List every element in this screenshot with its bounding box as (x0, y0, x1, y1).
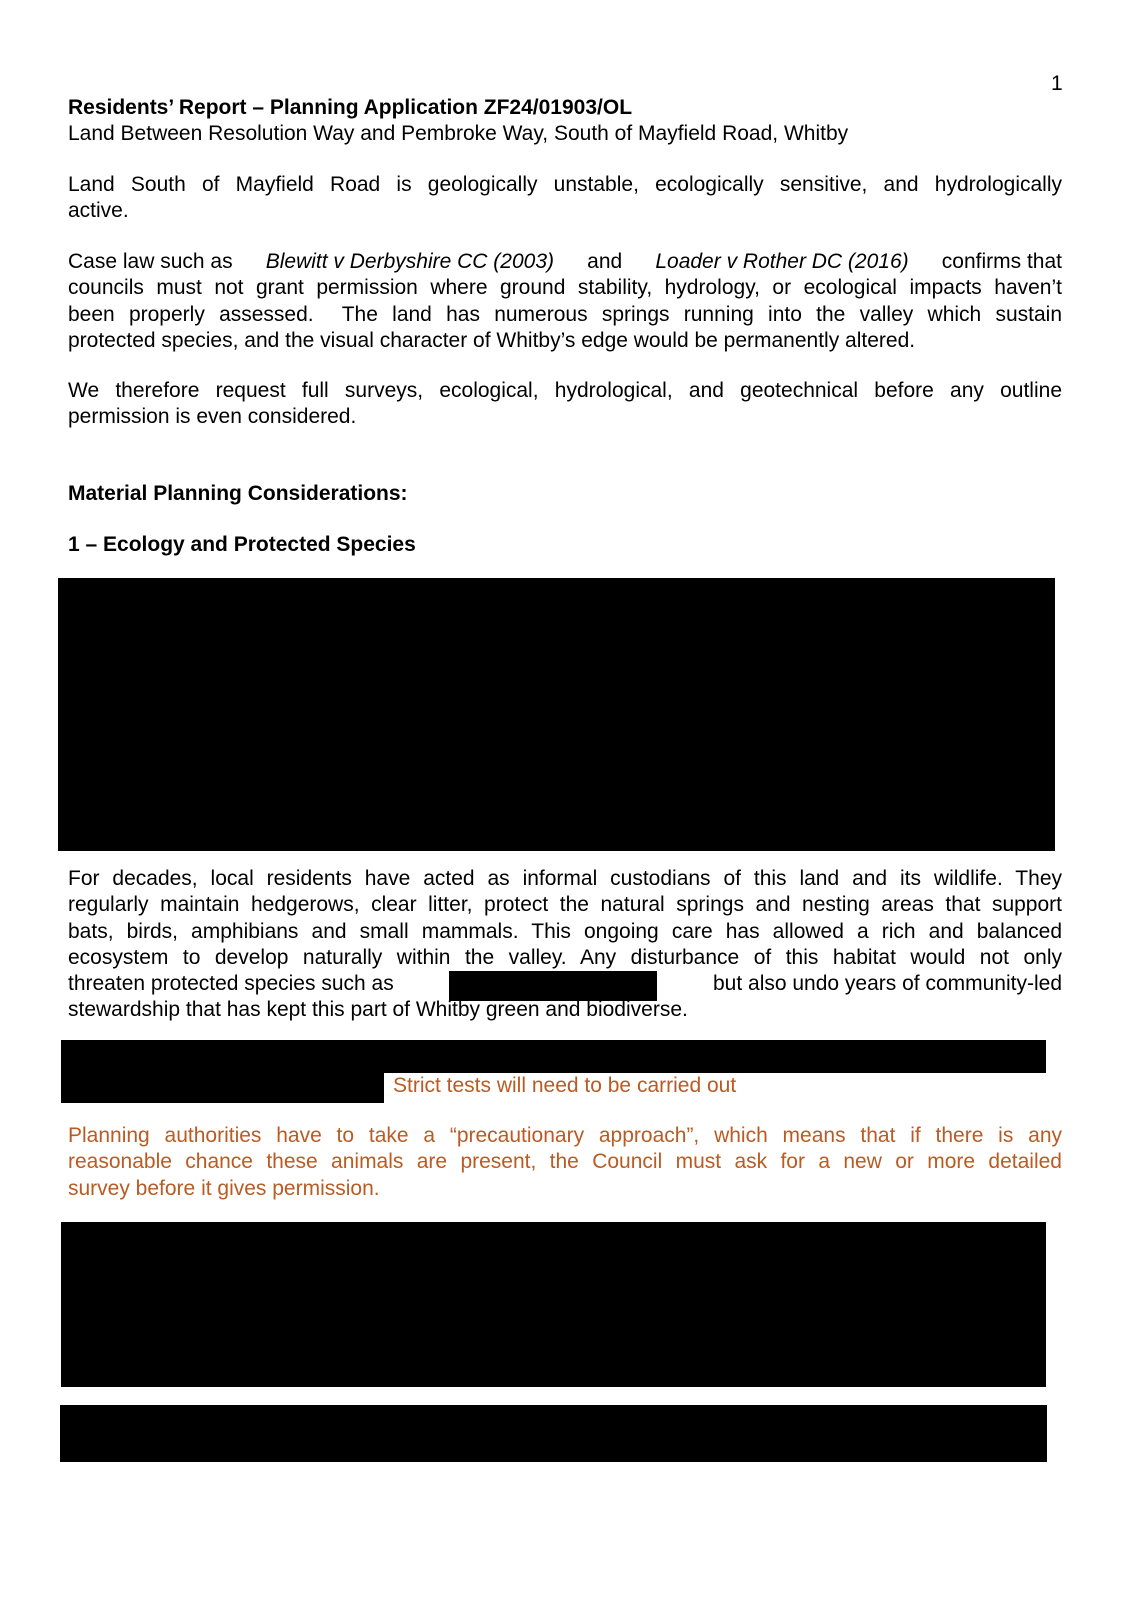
redaction-block (58, 578, 1055, 851)
text-segment: and (581, 250, 629, 273)
page-subtitle: Land Between Resolution Way and Pembroke Way, South of Mayfield Road, Whitby (68, 122, 849, 146)
considerations-heading: Material Planning Considerations: (68, 482, 408, 505)
custodians-paragraph (68, 866, 1062, 1024)
text-line: ecosystem to develop naturally within the valley. Any disturbance of this habitat would not only (68, 945, 1062, 969)
text-segment: threaten protected species such as (68, 972, 394, 996)
text-line: For decades, local residents have acted as informal custodians of this land and its wildlife. They (68, 867, 1062, 890)
text-line (68, 249, 1062, 275)
text-line: stewardship that has kept this part of Whitby green and biodiverse. (68, 998, 688, 1022)
text-line: We therefore request full surveys, ecological, hydrological, and geotechnical before any outline (68, 379, 1062, 402)
page-number: 1 (1051, 72, 1063, 95)
ecology-heading: 1 – Ecology and Protected Species (68, 533, 416, 556)
text-line: protected species, and the visual character of Whitby’s edge would be permanently altered. (68, 328, 916, 352)
strict-tests-text: Strict tests will need to be carried out (393, 1074, 737, 1097)
text-line: regularly maintain hedgerows, clear litter, protect the natural springs and nesting areas that support (68, 893, 1062, 917)
redaction-block (61, 1222, 1046, 1387)
text-segment: but also undo years of community-led (712, 972, 1062, 996)
text-line: active. (68, 199, 129, 223)
redaction-block (60, 1405, 1047, 1462)
text-line: been properly assessed. The land has numerous springs running into the valley which sustain (68, 302, 1062, 326)
text-line: permission is even considered. (68, 405, 357, 429)
text-line: survey before it gives permission. (68, 1176, 380, 1200)
intro-paragraph-2 (68, 249, 1062, 354)
case-citation: Blewitt v Derbyshire CC (2003) (265, 250, 554, 273)
text-line: councils must not grant permission where ground stability, hydrology, or ecological impacts haven’t (68, 276, 1062, 300)
text-line: Planning authorities have to take a “precautionary approach”, which means that if there is any (68, 1124, 1062, 1147)
page-title: Residents’ Report – Planning Application ZF24/01903/OL (68, 96, 633, 119)
intro-paragraph-1 (68, 172, 1062, 225)
text-line: reasonable chance these animals are present, the Council must ask for a new or more detailed (68, 1150, 1062, 1174)
text-line (68, 971, 1062, 997)
case-citation: Loader v Rother DC (2016) (655, 250, 909, 273)
redaction-block (61, 1073, 384, 1103)
text-segment: confirms that (935, 250, 1062, 273)
text-segment: Case law such as (68, 250, 239, 273)
redaction-block (61, 1040, 1046, 1073)
intro-paragraph-3 (68, 378, 1062, 431)
document-header (68, 95, 1062, 148)
text-line: Land South of Mayfield Road is geologically unstable, ecologically sensitive, and hydrologically (68, 173, 1062, 196)
text-line: bats, birds, amphibians and small mammals. This ongoing care has allowed a rich and balanced (68, 919, 1062, 943)
precaution-paragraph (68, 1123, 1062, 1202)
